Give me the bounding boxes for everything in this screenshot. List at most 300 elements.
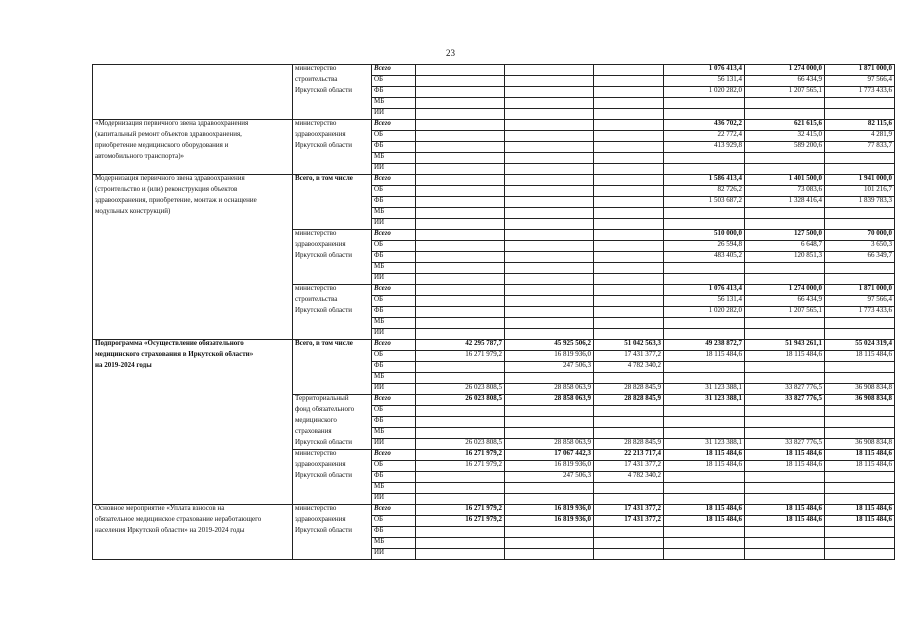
value-cell-4 <box>664 483 745 494</box>
value-cell-3 <box>594 142 664 153</box>
value-cell-4: 18 115 484,6 <box>664 351 745 362</box>
program-name-cell <box>93 318 293 329</box>
value-cell-1 <box>416 87 505 98</box>
value-cell-6: 77 833,7 <box>825 142 895 153</box>
value-cell-2 <box>505 241 594 252</box>
responsible-cell: министерство <box>293 65 372 76</box>
table-row <box>93 65 895 76</box>
value-cell-4: 1 020 282,0 <box>664 87 745 98</box>
value-cell-5 <box>745 494 825 505</box>
value-cell-2 <box>505 417 594 428</box>
value-cell-4: 413 929,8 <box>664 142 745 153</box>
program-name-cell: (строительство и (или) реконструкция объектов <box>93 186 293 197</box>
value-cell-6: 55 024 319,4 <box>825 340 895 351</box>
value-cell-4 <box>664 406 745 417</box>
value-cell-4: 22 772,4 <box>664 131 745 142</box>
value-cell-5 <box>745 208 825 219</box>
value-cell-2 <box>505 494 594 505</box>
value-cell-1 <box>416 428 505 439</box>
funding-source-cell: Всего <box>372 65 416 76</box>
responsible-cell <box>293 329 372 340</box>
table-row <box>93 219 895 230</box>
responsible-cell: Иркутской области <box>293 307 372 318</box>
value-cell-5: 18 115 484,6 <box>745 516 825 527</box>
value-cell-3 <box>594 373 664 384</box>
responsible-cell: Всего, в том числе <box>293 175 372 186</box>
funding-source-cell: ИИ <box>372 164 416 175</box>
value-cell-5 <box>745 98 825 109</box>
program-name-cell <box>93 252 293 263</box>
responsible-cell <box>293 109 372 120</box>
funding-source-cell: Всего <box>372 175 416 186</box>
funding-source-cell: ОБ <box>372 461 416 472</box>
program-name-cell: Подпрограмма «Осуществление обязательного <box>93 340 293 351</box>
responsible-cell: министерство <box>293 120 372 131</box>
table-row <box>93 175 895 186</box>
value-cell-3 <box>594 307 664 318</box>
program-name-cell <box>93 384 293 395</box>
value-cell-2 <box>505 65 594 76</box>
value-cell-5: 1 328 416,4 <box>745 197 825 208</box>
funding-source-cell: МБ <box>372 483 416 494</box>
value-cell-4 <box>664 263 745 274</box>
responsible-cell: здравоохранения <box>293 516 372 527</box>
funding-source-cell: ФБ <box>372 362 416 373</box>
value-cell-1 <box>416 417 505 428</box>
value-cell-1 <box>416 527 505 538</box>
table-row <box>93 384 895 395</box>
value-cell-5 <box>745 263 825 274</box>
value-cell-3 <box>594 87 664 98</box>
value-cell-4 <box>664 329 745 340</box>
responsible-cell: страхования <box>293 428 372 439</box>
value-cell-2 <box>505 318 594 329</box>
responsible-cell <box>293 318 372 329</box>
funding-source-cell: ФБ <box>372 527 416 538</box>
value-cell-5 <box>745 153 825 164</box>
value-cell-6 <box>825 549 895 560</box>
value-cell-5: 18 115 484,6 <box>745 450 825 461</box>
value-cell-3: 22 213 717,4 <box>594 450 664 461</box>
table-row <box>93 329 895 340</box>
value-cell-6 <box>825 208 895 219</box>
responsible-cell: Иркутской области <box>293 252 372 263</box>
value-cell-4 <box>664 494 745 505</box>
value-cell-3: 17 431 377,2 <box>594 461 664 472</box>
value-cell-4: 31 123 388,1 <box>664 384 745 395</box>
value-cell-3 <box>594 76 664 87</box>
value-cell-1 <box>416 65 505 76</box>
table-row <box>93 428 895 439</box>
value-cell-6: 1 839 783,3 <box>825 197 895 208</box>
funding-source-cell: ФБ <box>372 252 416 263</box>
funding-source-cell: ИИ <box>372 274 416 285</box>
responsible-cell <box>293 373 372 384</box>
value-cell-3: 17 431 377,2 <box>594 516 664 527</box>
value-cell-1 <box>416 186 505 197</box>
value-cell-2 <box>505 329 594 340</box>
value-cell-6: 1 773 433,6 <box>825 87 895 98</box>
value-cell-2 <box>505 131 594 142</box>
value-cell-5 <box>745 549 825 560</box>
value-cell-1 <box>416 142 505 153</box>
value-cell-1 <box>416 538 505 549</box>
value-cell-1 <box>416 153 505 164</box>
value-cell-2 <box>505 98 594 109</box>
value-cell-5 <box>745 164 825 175</box>
program-name-cell <box>93 285 293 296</box>
responsible-cell: строительства <box>293 296 372 307</box>
value-cell-6: 4 281,9 <box>825 131 895 142</box>
value-cell-3 <box>594 318 664 329</box>
value-cell-5 <box>745 219 825 230</box>
program-name-cell <box>93 109 293 120</box>
value-cell-6: 82 115,6 <box>825 120 895 131</box>
value-cell-5: 1 207 565,1 <box>745 87 825 98</box>
program-name-cell <box>93 296 293 307</box>
value-cell-6: 97 566,4 <box>825 76 895 87</box>
value-cell-5 <box>745 373 825 384</box>
value-cell-5: 6 648,7 <box>745 241 825 252</box>
value-cell-4 <box>664 208 745 219</box>
table-row <box>93 340 895 351</box>
value-cell-3: 28 828 845,9 <box>594 395 664 406</box>
table-row <box>93 494 895 505</box>
program-name-cell <box>93 98 293 109</box>
value-cell-3 <box>594 131 664 142</box>
value-cell-3 <box>594 483 664 494</box>
value-cell-5: 120 851,3 <box>745 252 825 263</box>
program-name-cell <box>93 263 293 274</box>
value-cell-2 <box>505 142 594 153</box>
value-cell-6 <box>825 406 895 417</box>
value-cell-6: 36 908 834,8 <box>825 439 895 450</box>
value-cell-1 <box>416 274 505 285</box>
value-cell-3 <box>594 274 664 285</box>
value-cell-3 <box>594 219 664 230</box>
budget-table <box>92 64 895 560</box>
value-cell-1 <box>416 318 505 329</box>
value-cell-1 <box>416 494 505 505</box>
funding-source-cell: Всего <box>372 120 416 131</box>
value-cell-5: 621 615,6 <box>745 120 825 131</box>
table-row <box>93 538 895 549</box>
table-row <box>93 241 895 252</box>
value-cell-6 <box>825 98 895 109</box>
funding-source-cell: ИИ <box>372 549 416 560</box>
value-cell-3 <box>594 296 664 307</box>
value-cell-4: 26 594,8 <box>664 241 745 252</box>
funding-source-cell: ОБ <box>372 241 416 252</box>
table-row <box>93 153 895 164</box>
value-cell-3 <box>594 153 664 164</box>
value-cell-4: 18 115 484,6 <box>664 461 745 472</box>
value-cell-4: 49 238 872,7 <box>664 340 745 351</box>
program-name-cell <box>93 76 293 87</box>
table-row <box>93 318 895 329</box>
value-cell-5: 32 415,0 <box>745 131 825 142</box>
value-cell-3: 17 431 377,2 <box>594 351 664 362</box>
value-cell-2: 28 858 063,9 <box>505 439 594 450</box>
value-cell-6 <box>825 472 895 483</box>
value-cell-6 <box>825 263 895 274</box>
table-row <box>93 109 895 120</box>
responsible-cell <box>293 362 372 373</box>
table-row <box>93 98 895 109</box>
funding-source-cell: ФБ <box>372 417 416 428</box>
program-name-cell <box>93 450 293 461</box>
value-cell-4 <box>664 472 745 483</box>
funding-source-cell: Всего <box>372 395 416 406</box>
value-cell-4: 1 020 282,0 <box>664 307 745 318</box>
table-row <box>93 197 895 208</box>
value-cell-5 <box>745 318 825 329</box>
responsible-cell <box>293 538 372 549</box>
responsible-cell: здравоохранения <box>293 241 372 252</box>
value-cell-3 <box>594 494 664 505</box>
value-cell-5: 18 115 484,6 <box>745 505 825 516</box>
value-cell-1 <box>416 98 505 109</box>
page-number: 23 <box>446 48 455 58</box>
value-cell-2 <box>505 252 594 263</box>
value-cell-3 <box>594 175 664 186</box>
value-cell-4 <box>664 428 745 439</box>
program-name-cell: (капитальный ремонт объектов здравоохранения, <box>93 131 293 142</box>
value-cell-3: 51 042 563,3 <box>594 340 664 351</box>
value-cell-2 <box>505 230 594 241</box>
value-cell-6: 1 871 000,0 <box>825 65 895 76</box>
value-cell-5: 18 115 484,6 <box>745 351 825 362</box>
program-name-cell <box>93 164 293 175</box>
value-cell-1: 26 023 808,5 <box>416 384 505 395</box>
table-row <box>93 406 895 417</box>
value-cell-2: 16 819 936,0 <box>505 461 594 472</box>
value-cell-4 <box>664 538 745 549</box>
value-cell-6 <box>825 428 895 439</box>
funding-source-cell: Всего <box>372 340 416 351</box>
value-cell-2 <box>505 87 594 98</box>
funding-source-cell: ИИ <box>372 109 416 120</box>
program-name-cell <box>93 439 293 450</box>
value-cell-6: 18 115 484,6 <box>825 516 895 527</box>
value-cell-3 <box>594 186 664 197</box>
funding-source-cell: МБ <box>372 318 416 329</box>
value-cell-4: 18 115 484,6 <box>664 505 745 516</box>
funding-source-cell: ИИ <box>372 384 416 395</box>
funding-source-cell: ОБ <box>372 351 416 362</box>
program-name-cell <box>93 373 293 384</box>
value-cell-4: 18 115 484,6 <box>664 450 745 461</box>
value-cell-5 <box>745 483 825 494</box>
table-row <box>93 362 895 373</box>
value-cell-3 <box>594 549 664 560</box>
responsible-cell <box>293 483 372 494</box>
value-cell-5: 18 115 484,6 <box>745 461 825 472</box>
value-cell-4: 82 726,2 <box>664 186 745 197</box>
value-cell-6: 1 941 000,0 <box>825 175 895 186</box>
value-cell-5: 1 401 500,0 <box>745 175 825 186</box>
value-cell-4: 1 076 413,4 <box>664 65 745 76</box>
value-cell-6 <box>825 109 895 120</box>
value-cell-5: 51 943 261,1 <box>745 340 825 351</box>
table-row <box>93 285 895 296</box>
value-cell-4 <box>664 109 745 120</box>
table-row <box>93 164 895 175</box>
table-row <box>93 450 895 461</box>
value-cell-4: 510 000,0 <box>664 230 745 241</box>
program-name-cell: модульных конструкций) <box>93 208 293 219</box>
program-name-cell <box>93 395 293 406</box>
value-cell-5: 33 827 776,5 <box>745 395 825 406</box>
value-cell-1: 16 271 979,2 <box>416 516 505 527</box>
value-cell-1: 16 271 979,2 <box>416 351 505 362</box>
value-cell-3 <box>594 417 664 428</box>
value-cell-1 <box>416 120 505 131</box>
value-cell-2 <box>505 428 594 439</box>
value-cell-6: 1 871 000,0 <box>825 285 895 296</box>
responsible-cell <box>293 186 372 197</box>
value-cell-4: 1 076 413,4 <box>664 285 745 296</box>
value-cell-2 <box>505 219 594 230</box>
value-cell-6 <box>825 538 895 549</box>
funding-source-cell: ИИ <box>372 439 416 450</box>
value-cell-5 <box>745 406 825 417</box>
value-cell-6: 97 566,4 <box>825 296 895 307</box>
value-cell-1 <box>416 472 505 483</box>
value-cell-3 <box>594 428 664 439</box>
value-cell-5: 66 434,9 <box>745 76 825 87</box>
value-cell-4: 56 131,4 <box>664 76 745 87</box>
value-cell-2 <box>505 197 594 208</box>
value-cell-2 <box>505 153 594 164</box>
value-cell-6 <box>825 329 895 340</box>
value-cell-3: 4 782 340,2 <box>594 472 664 483</box>
value-cell-5 <box>745 428 825 439</box>
value-cell-5: 33 827 776,5 <box>745 439 825 450</box>
value-cell-5: 1 274 000,0 <box>745 65 825 76</box>
value-cell-4 <box>664 274 745 285</box>
value-cell-6 <box>825 164 895 175</box>
value-cell-3 <box>594 164 664 175</box>
value-cell-2: 45 925 506,2 <box>505 340 594 351</box>
program-name-cell: Основное мероприятие «Уплата взносов на <box>93 505 293 516</box>
value-cell-3 <box>594 285 664 296</box>
value-cell-2 <box>505 186 594 197</box>
funding-source-cell: МБ <box>372 538 416 549</box>
table-row <box>93 230 895 241</box>
table-row <box>93 516 895 527</box>
value-cell-5: 589 200,6 <box>745 142 825 153</box>
table-row <box>93 208 895 219</box>
value-cell-6: 66 349,7 <box>825 252 895 263</box>
value-cell-5: 127 500,0 <box>745 230 825 241</box>
program-name-cell: автомобильного транспорта)» <box>93 153 293 164</box>
table-row <box>93 549 895 560</box>
program-name-cell: медицинского страхования в Иркутской области» <box>93 351 293 362</box>
responsible-cell: министерство <box>293 450 372 461</box>
table-row <box>93 296 895 307</box>
program-name-cell <box>93 483 293 494</box>
funding-source-cell: ИИ <box>372 329 416 340</box>
funding-source-cell: МБ <box>372 428 416 439</box>
responsible-cell <box>293 549 372 560</box>
funding-source-cell: ФБ <box>372 142 416 153</box>
value-cell-5 <box>745 329 825 340</box>
table-row <box>93 87 895 98</box>
value-cell-6 <box>825 373 895 384</box>
responsible-cell <box>293 274 372 285</box>
value-cell-4 <box>664 153 745 164</box>
value-cell-3 <box>594 406 664 417</box>
value-cell-3 <box>594 263 664 274</box>
table-row <box>93 395 895 406</box>
value-cell-1 <box>416 362 505 373</box>
value-cell-2 <box>505 274 594 285</box>
table-row <box>93 505 895 516</box>
value-cell-3 <box>594 65 664 76</box>
value-cell-4 <box>664 527 745 538</box>
responsible-cell <box>293 153 372 164</box>
table-row <box>93 186 895 197</box>
value-cell-2 <box>505 373 594 384</box>
value-cell-6 <box>825 483 895 494</box>
responsible-cell: Иркутской области <box>293 472 372 483</box>
responsible-cell: Всего, в том числе <box>293 340 372 351</box>
table-row <box>93 120 895 131</box>
responsible-cell <box>293 219 372 230</box>
value-cell-4 <box>664 219 745 230</box>
program-name-cell: Модернизация первичного звена здравоохранения <box>93 175 293 186</box>
value-cell-5: 73 083,6 <box>745 186 825 197</box>
value-cell-6 <box>825 527 895 538</box>
value-cell-3 <box>594 538 664 549</box>
value-cell-1 <box>416 373 505 384</box>
value-cell-5 <box>745 109 825 120</box>
value-cell-5 <box>745 538 825 549</box>
value-cell-2 <box>505 175 594 186</box>
program-name-cell <box>93 219 293 230</box>
funding-source-cell: МБ <box>372 153 416 164</box>
funding-source-cell: ОБ <box>372 296 416 307</box>
value-cell-6: 70 000,0 <box>825 230 895 241</box>
value-cell-2 <box>505 538 594 549</box>
funding-source-cell: ОБ <box>372 406 416 417</box>
responsible-cell <box>293 164 372 175</box>
value-cell-4 <box>664 318 745 329</box>
table-row <box>93 76 895 87</box>
value-cell-4: 18 115 484,6 <box>664 516 745 527</box>
value-cell-4: 31 123 388,1 <box>664 395 745 406</box>
value-cell-1: 26 023 808,5 <box>416 395 505 406</box>
responsible-cell: фонд обязательного <box>293 406 372 417</box>
value-cell-1 <box>416 296 505 307</box>
funding-source-cell: ФБ <box>372 472 416 483</box>
value-cell-6 <box>825 153 895 164</box>
value-cell-6 <box>825 417 895 428</box>
value-cell-4 <box>664 373 745 384</box>
value-cell-1 <box>416 230 505 241</box>
value-cell-3 <box>594 230 664 241</box>
value-cell-5: 33 827 776,5 <box>745 384 825 395</box>
table-row <box>93 527 895 538</box>
funding-source-cell: ОБ <box>372 76 416 87</box>
value-cell-3 <box>594 208 664 219</box>
value-cell-2: 28 858 063,9 <box>505 384 594 395</box>
funding-source-cell: ОБ <box>372 516 416 527</box>
value-cell-6 <box>825 494 895 505</box>
value-cell-2 <box>505 164 594 175</box>
table-row <box>93 307 895 318</box>
